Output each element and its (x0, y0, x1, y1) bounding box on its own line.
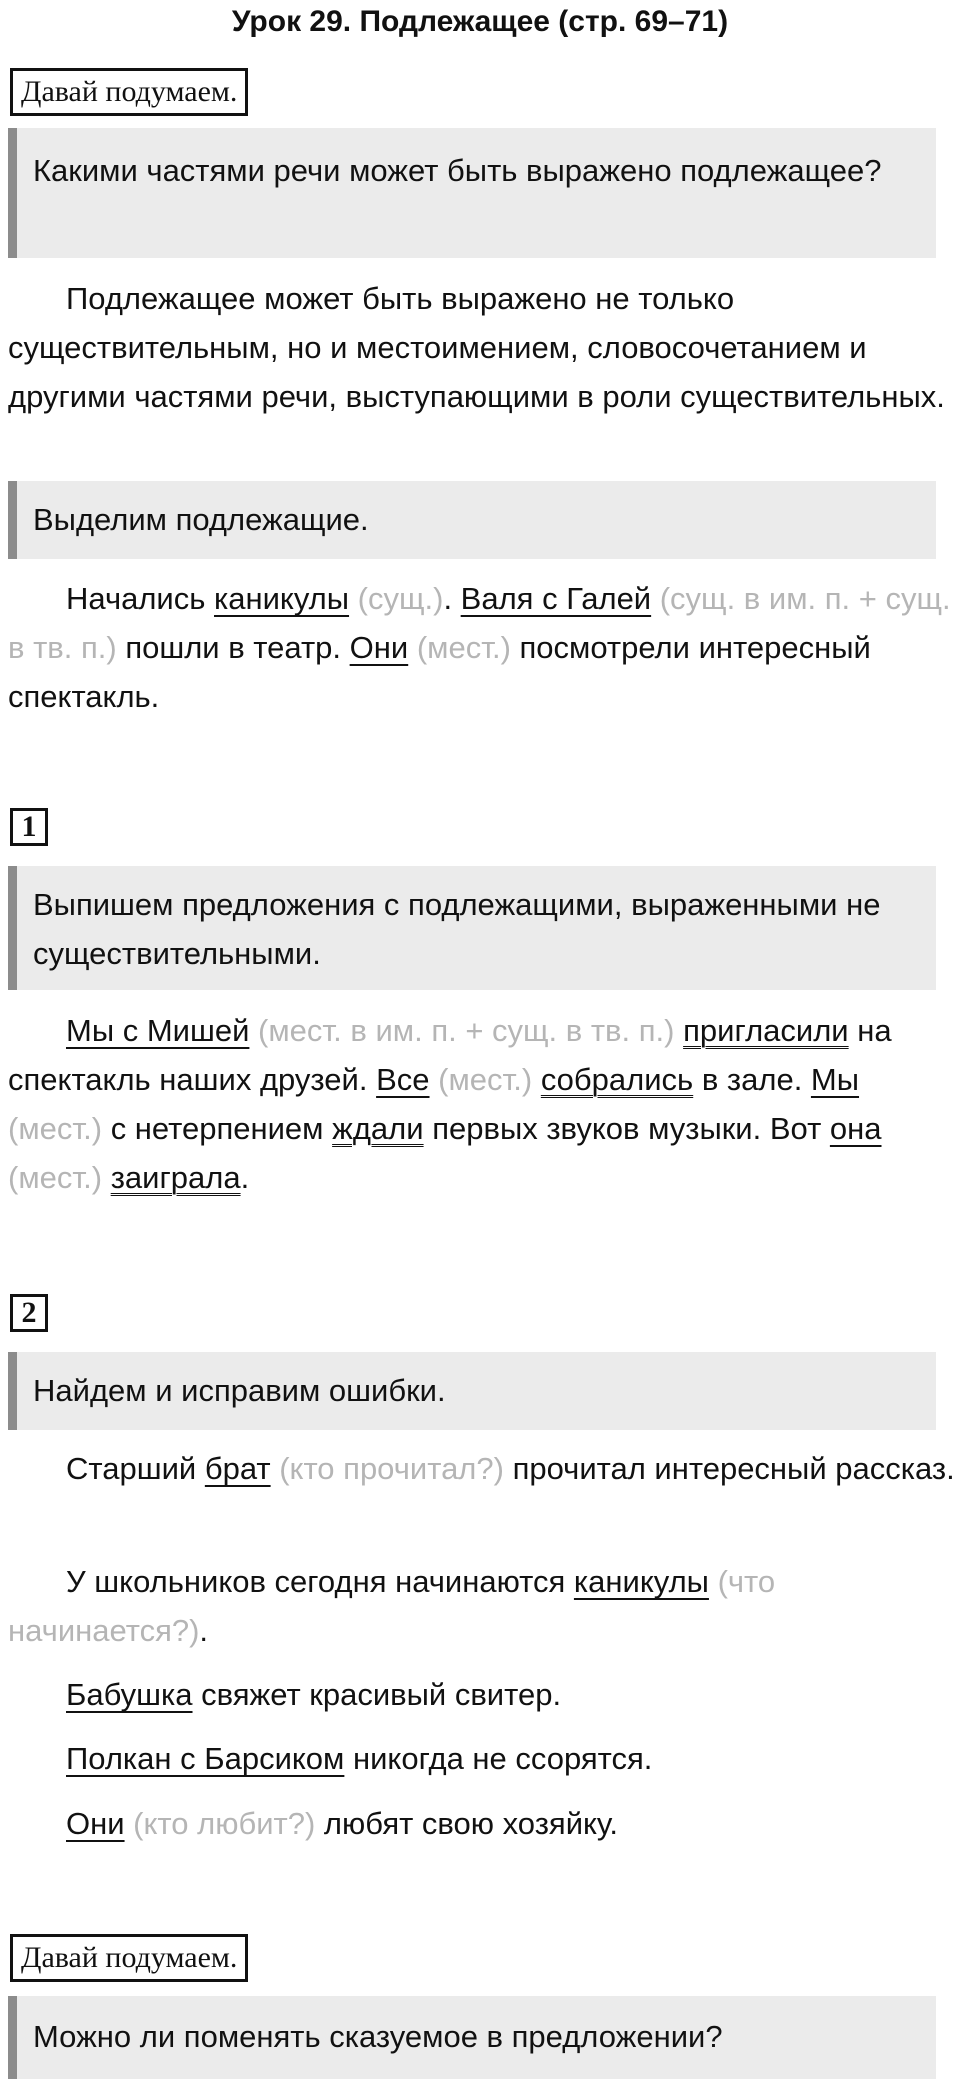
text-fragment: посмотрели интересный спектакль. (8, 630, 871, 714)
text-fragment: в зале. (693, 1062, 811, 1097)
subject-word: Бабушка (66, 1677, 193, 1712)
correction-line (8, 1734, 958, 1783)
text-fragment: . (443, 581, 461, 616)
text-fragment: прочитал интересный рассказ. (503, 1451, 955, 1486)
grammar-hint: (что начинается?) (8, 1564, 776, 1648)
question-text: Какими частями речи может быть выражено подлежащее? (33, 153, 882, 188)
think-heading: Давай подумаем. (10, 68, 248, 116)
text-fragment: на спектакль наших друзей. (8, 1013, 892, 1097)
task-box (8, 1352, 936, 1430)
text-fragment: У школьников сегодня начинаются (66, 1564, 574, 1599)
subject-word: Они (66, 1806, 125, 1841)
subject-word: Полкан с Барсиком (66, 1741, 345, 1776)
task-text: Выделим подлежащие. (33, 502, 369, 537)
subject-word: брат (204, 1451, 271, 1486)
grammar-hint: (сущ. в им. п. + сущ. в тв. п.) (8, 581, 951, 665)
grammar-hint: (мест. в им. п. + сущ. в тв. п.) (249, 1013, 684, 1048)
subject-word: Мы (810, 1062, 860, 1097)
subject-word: каникулы (573, 1564, 709, 1599)
think-heading: Давай подумаем. (10, 1934, 248, 1982)
text-fragment: . (240, 1160, 250, 1195)
correction-line (8, 1670, 958, 1719)
text-fragment: . (199, 1613, 209, 1648)
task-box (8, 481, 936, 559)
predicate-word: пригласили (683, 1013, 849, 1048)
predicate-word: ждали (332, 1111, 424, 1146)
subject-word: Мы с Мишей (66, 1013, 250, 1048)
subject-word: Все (376, 1062, 430, 1097)
grammar-hint: (мест.) (408, 630, 511, 665)
text-fragment: свяжет красивый свитер. (192, 1677, 562, 1712)
exercise-number: 2 (10, 1294, 48, 1332)
text-fragment: пошли в театр. (116, 630, 350, 665)
subject-word: Они (349, 630, 409, 665)
answer-paragraph: Подлежащее может быть выражено не только существительным, но и местоимением, словосочетанием и другими частями речи, выступающими в роли существительных. (8, 281, 945, 414)
grammar-hint: (кто любит?) (124, 1806, 316, 1841)
correction-line (8, 1799, 958, 1848)
question-box (8, 1996, 936, 2079)
subject-word: Валя с Галей (460, 581, 652, 616)
question-text: Можно ли поменять сказуемое в предложении? (33, 2019, 723, 2054)
text-fragment: первых звуков музыки. Вот (423, 1111, 830, 1146)
text-fragment: с нетерпением (102, 1111, 333, 1146)
page-title: Урок 29. Подлежащее (стр. 69–71) (231, 5, 729, 38)
grammar-hint: (мест.) (8, 1111, 103, 1146)
example-paragraph (8, 574, 958, 721)
correction-line (8, 1557, 958, 1655)
text-fragment: любят свою хозяйку. (315, 1806, 618, 1841)
grammar-hint: (сущ.) (349, 581, 444, 616)
grammar-hint: (мест.) (429, 1062, 541, 1097)
predicate-word: заиграла (110, 1160, 241, 1195)
grammar-hint: (мест.) (8, 1160, 111, 1195)
exercise-number: 1 (10, 808, 48, 846)
task-text: Найдем и исправим ошибки. (33, 1373, 446, 1408)
exercise1-paragraph (8, 1006, 958, 1202)
predicate-word: собрались (540, 1062, 694, 1097)
grammar-hint: (кто прочитал?) (270, 1451, 504, 1486)
subject-word: она (829, 1111, 882, 1146)
text-fragment: никогда не ссорятся. (344, 1741, 653, 1776)
text-fragment: Начались (66, 581, 215, 616)
task-box (8, 866, 936, 990)
task-text: Выпишем предложения с подлежащими, выраженными не существительными. (33, 887, 881, 971)
text-fragment: Старший (66, 1451, 205, 1486)
subject-word: каникулы (214, 581, 350, 616)
question-box (8, 128, 936, 258)
correction-line (8, 1444, 958, 1493)
